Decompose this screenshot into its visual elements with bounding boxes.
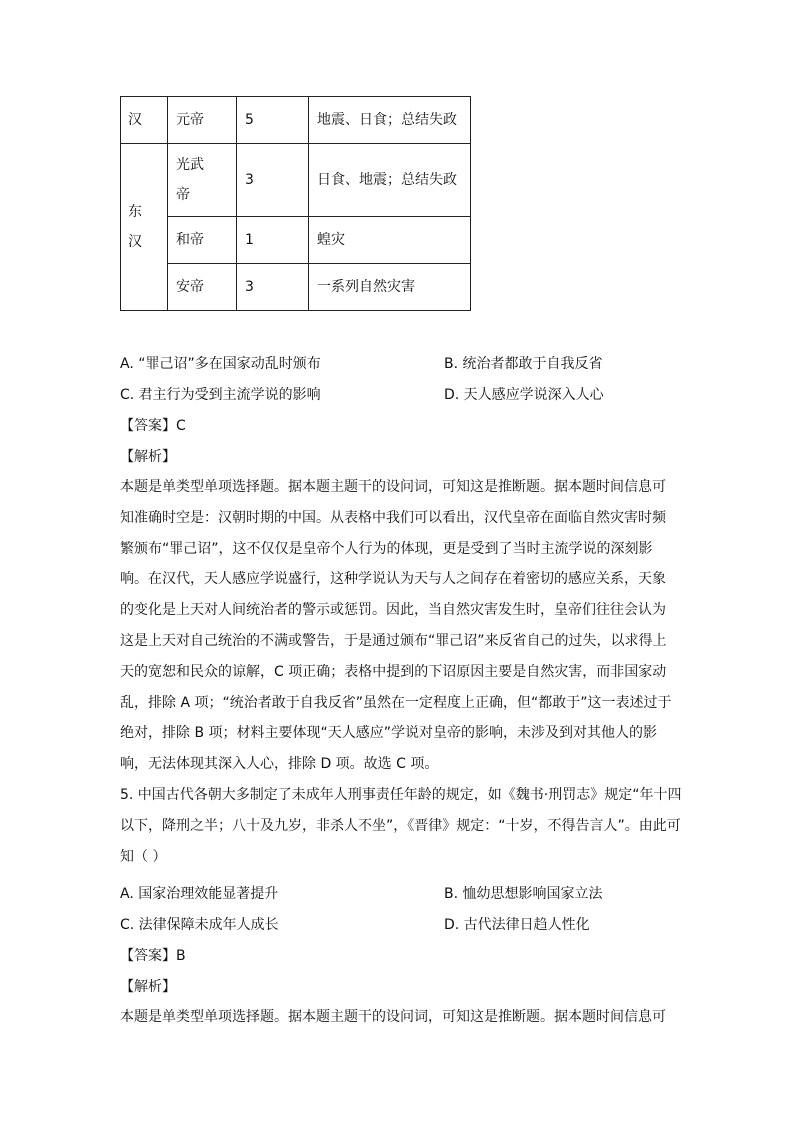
q5-option-d: D. 古代法律日趋人性化 [444,917,590,933]
q5-analysis [120,1002,670,1033]
q5-option-b: B. 恤幼思想影响国家立法 [444,886,603,902]
q4-analysis-line: 天的宽恕和民众的谅解，C 项正确；表格中提到的下诏原因主要是自然灾害，而非国家动 [120,663,667,680]
q5-stem-line: 5. 中国古代各朝大多制定了未成年人刑事责任年龄的规定，如《魏书·刑罚志》规定“年十四 [120,787,682,803]
q5-analysis-line: 本题是单类型单项选择题。据本题主题干的设问词，可知这是推断题。据本题时间信息可 [120,1009,666,1025]
q5-stem-line: 知（ ） [120,848,167,865]
dynasty-cell: 汉 [121,97,168,144]
table-row [121,264,471,311]
q4-analysis-line: 乱，排除 A 项；“统治者敢于自我反省”虽然在一定程度上正确，但“都敢于”这一表述过于 [120,694,672,711]
count-cell: 1 [237,217,309,264]
count-cell: 5 [237,97,309,144]
reason-cell: 地震、日食；总结失政 [309,97,471,144]
q4-analysis [120,472,670,780]
emperor-cell: 和帝 [168,217,237,264]
q5-options-row-1 [120,883,680,903]
q4-analysis-line: 本题是单类型单项选择题。据本题主题干的设问词，可知这是推断题。据本题时间信息可 [120,479,666,495]
q4-analysis-line: 繁颁布“罪己诏”，这不仅仅是皇帝个人行为的体现，更是受到了当时主流学说的深刻影 [120,540,653,557]
q4-options-row-1 [120,353,680,373]
q5-option-a: A. 国家治理效能显著提升 [120,886,279,902]
q4-analysis-line: 响，无法体现其深入人心，排除 D 项。故选 C 项。 [120,756,439,773]
q4-analysis-line: 绝对，排除 B 项；材料主要体现“天人感应”学说对皇帝的影响，未涉及到对其他人的影 [120,725,658,742]
q4-option-d: D. 天人感应学说深入人心 [444,387,604,403]
q5-answer: 【答案】B [120,948,186,964]
q5-option-c: C. 法律保障未成年人成长 [120,917,279,933]
q4-analysis-heading: 【解析】 [120,449,176,465]
q5-analysis-heading: 【解析】 [120,979,176,995]
q4-analysis-line: 这是上天对自己统治的不满或警告，于是通过颁布“罪己诏”来反省自己的过失，以求得上 [120,632,667,649]
q4-analysis-line: 知准确时空是：汉朝时期的中国。从表格中我们可以看出，汉代皇帝在面临自然灾害时频 [120,509,666,526]
q4-analysis-line: 响。在汉代，天人感应学说盛行，这种学说认为天与人之间存在着密切的感应关系，天象 [120,571,666,588]
q4-answer: 【答案】C [120,418,186,434]
q5-stem-line: 以下，降刑之半；八十及九岁，非杀人不坐”，《晋律》规定：“十岁，不得告言人”。由此可 [120,817,681,834]
q5-options-row-2 [120,914,680,934]
reason-cell: 蝗灾 [309,217,471,264]
q4-analysis-line: 的变化是上天对人间统治者的警示或惩罚。因此，当自然灾害发生时，皇帝们往往会认为 [120,602,666,619]
emperor-cell: 光武帝 [168,144,237,217]
q4-option-c: C. 君主行为受到主流学说的影响 [120,387,321,403]
q4-option-a: A. “罪己诏”多在国家动乱时颁布 [120,356,321,372]
q4-option-b: B. 统治者都敢于自我反省 [444,356,603,372]
edict-table [120,96,471,311]
count-cell: 3 [237,144,309,217]
table-row [121,144,471,217]
table-row [121,217,471,264]
reason-cell: 一系列自然灾害 [309,264,471,311]
count-cell: 3 [237,264,309,311]
reason-cell: 日食、地震；总结失政 [309,144,471,217]
q5-stem [120,780,682,872]
table-row [121,97,471,144]
dynasty-cell: 东汉 [121,144,168,311]
emperor-cell: 元帝 [168,97,237,144]
q4-options-row-2 [120,384,680,404]
emperor-cell: 安帝 [168,264,237,311]
